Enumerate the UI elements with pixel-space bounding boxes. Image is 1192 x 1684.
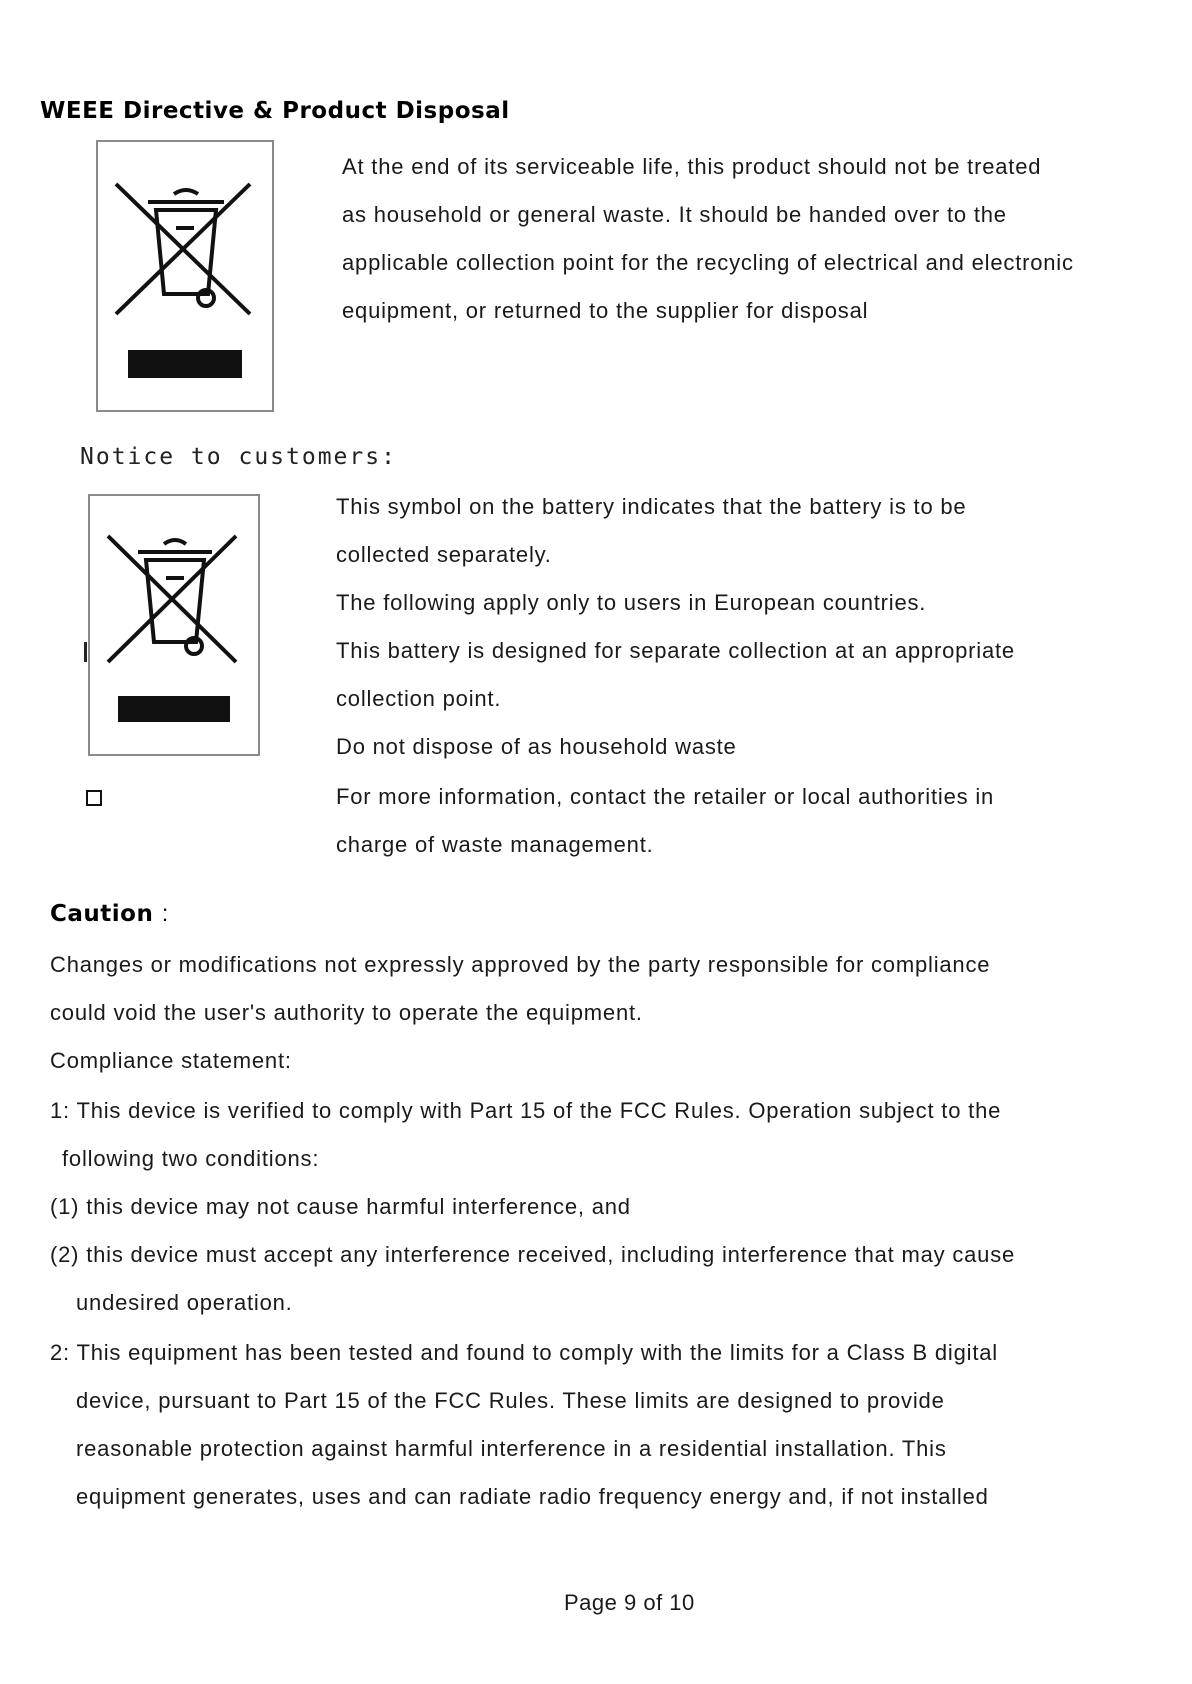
caution-line: Changes or modifications not expressly approved by the party responsible for compliance xyxy=(50,952,991,977)
caution-line: equipment generates, uses and can radiate radio frequency energy and, if not installed xyxy=(76,1484,989,1509)
page-number: Page 9 of 10 xyxy=(564,1590,695,1615)
notice-line: collected separately. xyxy=(336,542,552,567)
notice-line: Do not dispose of as household waste xyxy=(336,734,737,759)
caution-line: 2: This equipment has been tested and found to comply with the limits for a Class B digital xyxy=(50,1340,998,1365)
caution-line: following two conditions: xyxy=(62,1146,320,1171)
bullet-square-icon xyxy=(86,790,102,806)
weee-line: At the end of its serviceable life, this product should not be treated xyxy=(342,154,1042,179)
caution-title: Caution xyxy=(50,901,154,927)
weee-line: applicable collection point for the recycling of electrical and electronic xyxy=(342,250,1074,275)
caution-line: device, pursuant to Part 15 of the FCC Rules. These limits are designed to provide xyxy=(76,1388,945,1413)
caution-heading xyxy=(50,900,169,927)
notice-symbol-box xyxy=(88,494,260,756)
caution-line: could void the user's authority to operate the equipment. xyxy=(50,1000,643,1025)
notice-line: This battery is designed for separate collection at an appropriate xyxy=(336,638,1015,663)
notice-line: For more information, contact the retailer or local authorities in xyxy=(336,784,995,809)
notice-heading: Notice to customers: xyxy=(80,444,397,470)
caution-line: (1) this device may not cause harmful interference, and xyxy=(50,1194,631,1219)
stray-mark xyxy=(84,642,87,662)
weee-line: as household or general waste. It should be handed over to the xyxy=(342,202,1007,227)
caution-line: Compliance statement: xyxy=(50,1048,292,1073)
crossed-out-wheelie-bin-icon xyxy=(98,142,272,410)
weee-symbol-box xyxy=(96,140,274,412)
caution-line: 1: This device is verified to comply with Part 15 of the FCC Rules. Operation subject to the xyxy=(50,1098,1002,1123)
crossed-out-wheelie-bin-icon xyxy=(90,496,258,754)
notice-line: This symbol on the battery indicates that the battery is to be xyxy=(336,494,967,519)
weee-heading: WEEE Directive & Product Disposal xyxy=(40,98,510,124)
caution-line: (2) this device must accept any interference received, including interference that may cause xyxy=(50,1242,1016,1267)
notice-line: collection point. xyxy=(336,686,502,711)
notice-line: charge of waste management. xyxy=(336,832,654,857)
caution-line: reasonable protection against harmful interference in a residential installation. This xyxy=(76,1436,947,1461)
notice-line: The following apply only to users in European countries. xyxy=(336,590,927,615)
weee-line: equipment, or returned to the supplier for disposal xyxy=(342,298,869,323)
caution-colon: : xyxy=(161,900,169,926)
caution-line: undesired operation. xyxy=(76,1290,293,1315)
